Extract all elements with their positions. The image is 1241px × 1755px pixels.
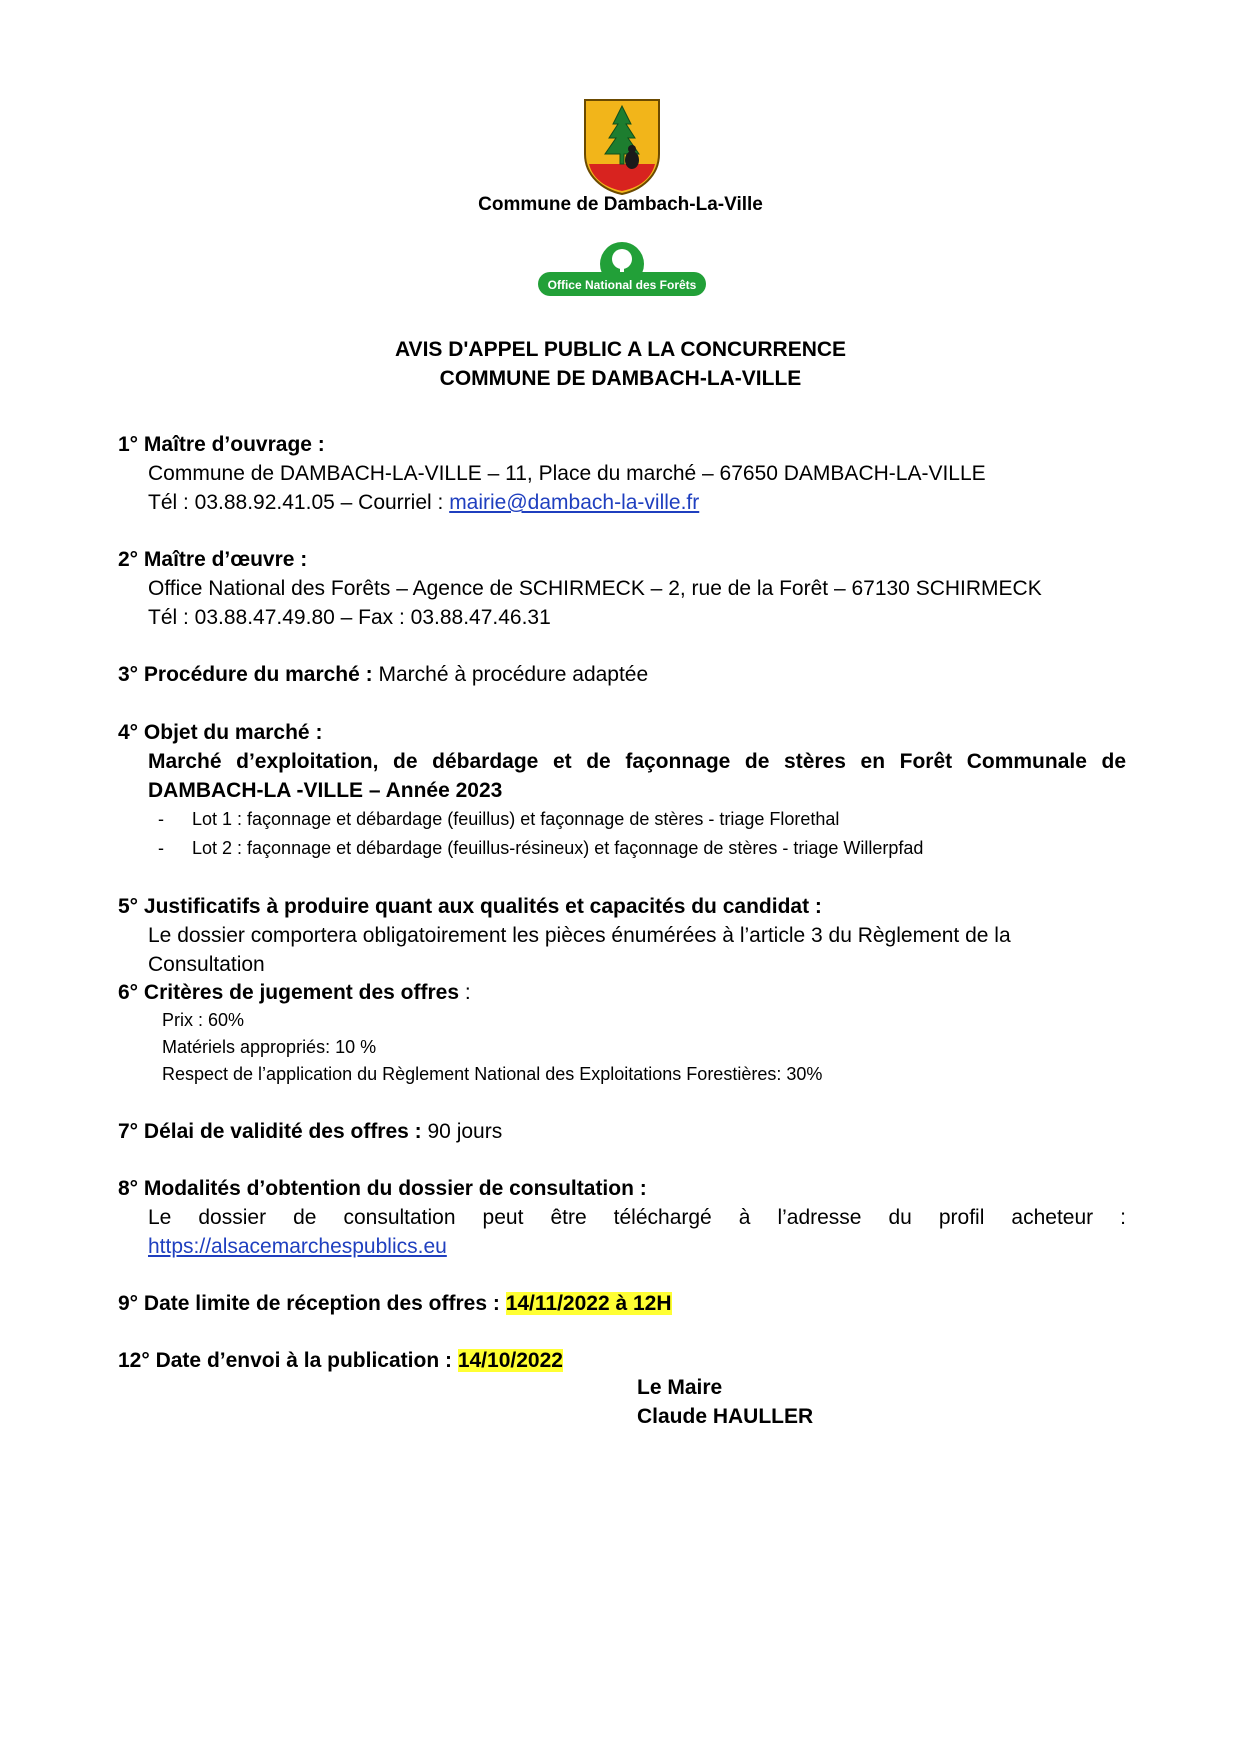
onf-logo — [536, 240, 708, 306]
lot-label: Lot 1 : façonnage et débardage (feuillus) et façonnage de stères - triage Florethal — [192, 809, 840, 829]
section-date-envoi — [118, 1346, 1126, 1375]
section-procedure — [118, 660, 1126, 689]
signature-name: Claude HAULLER — [637, 1405, 814, 1428]
section-heading: 1° Maître d’ouvrage : — [118, 433, 325, 456]
bullet-dash: - — [158, 809, 164, 829]
justificatifs-text: Le dossier comportera obligatoirement les pièces énumérées à l’article 3 du Règlement de la Consultation — [148, 924, 1011, 976]
lot-item — [118, 805, 1126, 834]
section-heading: 12° Date d’envoi à la publication : — [118, 1349, 452, 1372]
document-title-line1: AVIS D'APPEL PUBLIC A LA CONCURRENCE — [394, 338, 847, 361]
maitre-oeuvre-contact: Tél : 03.88.47.49.80 – Fax : 03.88.47.46.31 — [148, 606, 551, 629]
section-heading: 5° Justificatifs à produire quant aux qualités et capacités du candidat : — [118, 895, 822, 918]
maitre-ouvrage-tel: Tél : 03.88.92.41.05 – Courriel : — [148, 491, 450, 514]
criteria-item: Matériels appropriés: 10 % — [162, 1037, 377, 1057]
section-justificatifs — [118, 892, 1126, 979]
maitre-ouvrage-address: Commune de DAMBACH-LA-VILLE – 11, Place du marché – 67650 DAMBACH-LA-VILLE — [148, 462, 986, 485]
section-objet — [118, 718, 1126, 863]
lot-item — [118, 834, 1126, 863]
validite-value: 90 jours — [421, 1120, 503, 1143]
email-link[interactable]: mairie@dambach-la-ville.fr — [449, 491, 700, 514]
objet-line2: DAMBACH-LA -VILLE – Année 2023 — [148, 779, 503, 802]
objet-line1: Marché d’exploitation, de débardage et de façonnage de stères en Forêt Communale de — [148, 750, 1126, 773]
section-maitre-oeuvre — [118, 545, 1126, 632]
date-envoi-value: 14/10/2022 — [457, 1349, 563, 1372]
document-title-line2: COMMUNE DE DAMBACH-LA-VILLE — [439, 367, 802, 390]
profil-acheteur-link[interactable]: https://alsacemarchespublics.eu — [148, 1235, 447, 1258]
date-limite-value: 14/11/2022 à 12H — [505, 1292, 672, 1315]
signature-role: Le Maire — [637, 1376, 723, 1399]
section-heading: 8° Modalités d’obtention du dossier de consultation : — [118, 1177, 647, 1200]
section-validite — [118, 1117, 1126, 1146]
section-date-limite — [118, 1289, 1126, 1318]
section-heading: 2° Maître d’œuvre : — [118, 548, 308, 571]
section-criteres — [118, 978, 1126, 1088]
modalites-text: Le dossier de consultation peut être téléchargé à l’adresse du profil acheteur : — [148, 1206, 1126, 1229]
section-maitre-ouvrage — [118, 430, 1126, 517]
maitre-ouvrage-contact — [118, 488, 1126, 517]
heading-colon: : — [459, 981, 471, 1004]
lot-label: Lot 2 : façonnage et débardage (feuillus-résineux) et façonnage de stères - triage Willerpfad — [192, 838, 924, 858]
section-modalites — [118, 1174, 1126, 1261]
bullet-dash: - — [158, 838, 164, 858]
criteria-item: Respect de l’application du Règlement National des Exploitations Forestières: 30% — [162, 1064, 823, 1084]
section-heading: 3° Procédure du marché : — [118, 663, 373, 686]
criteria-item: Prix : 60% — [162, 1010, 245, 1030]
section-heading: 6° Critères de jugement des offres — [118, 981, 460, 1004]
section-heading: 4° Objet du marché : — [118, 721, 323, 744]
commune-crest-icon — [583, 98, 661, 195]
onf-logo-text: Office National des Forêts — [547, 278, 697, 292]
procedure-value: Marché à procédure adaptée — [372, 663, 649, 686]
maitre-oeuvre-address: Office National des Forêts – Agence de SCHIRMECK – 2, rue de la Forêt – 67130 SCHIRMECK — [148, 577, 1042, 600]
section-heading: 9° Date limite de réception des offres : — [118, 1292, 500, 1315]
commune-name: Commune de Dambach-La-Ville — [478, 194, 763, 215]
section-heading: 7° Délai de validité des offres : — [118, 1120, 422, 1143]
signature-block — [637, 1373, 813, 1431]
